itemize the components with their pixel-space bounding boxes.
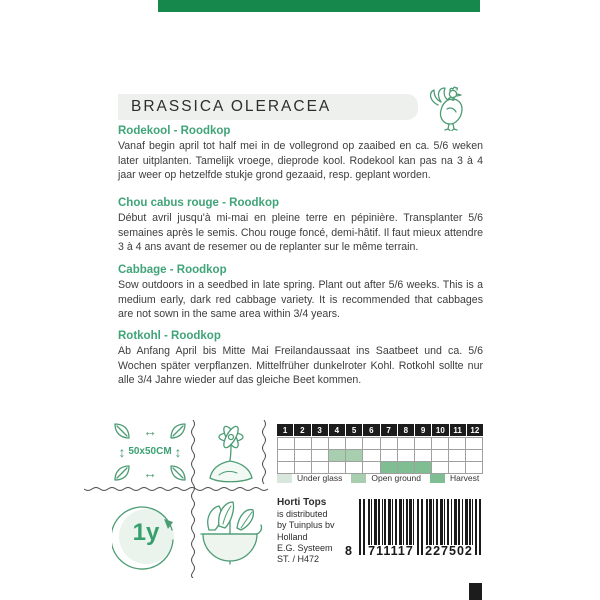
leaf-icon	[167, 462, 189, 484]
calendar-cell	[312, 438, 328, 449]
sowing-calendar-header	[277, 424, 483, 436]
calendar-cell	[363, 438, 379, 449]
calendar-cell	[415, 462, 431, 473]
calendar-cell	[466, 462, 482, 473]
calendar-cell	[466, 438, 482, 449]
calendar-cell	[295, 438, 311, 449]
calendar-cell	[432, 462, 448, 473]
calendar-cell	[295, 462, 311, 473]
calendar-cell	[278, 462, 294, 473]
section-body-german: Ab Anfang April bis Mitte Mai Freilandaussaat ins Saatbeet und ca. 5/6 Wochen später verpflanzen. Mittelfrüher dunkelroter Kohl. Rotkohl sollte nur alle 3/4 Jahre wieder auf das gleiche Beet kommen.	[118, 345, 483, 387]
section-title-german: Rotkohl - Roodkop	[118, 330, 221, 342]
calendar-cell	[363, 450, 379, 461]
under-glass-label: Under glass	[297, 473, 343, 483]
shelf-life-icon	[112, 502, 180, 570]
calendar-cell	[278, 438, 294, 449]
calendar-cell	[432, 438, 448, 449]
calendar-cell	[415, 450, 431, 461]
calendar-cell	[312, 462, 328, 473]
section-english	[118, 264, 483, 322]
section-german	[118, 330, 483, 388]
calendar-month-header: 2	[294, 424, 310, 436]
calendar-month-header: 5	[346, 424, 362, 436]
barcode-group2: 227502	[425, 544, 473, 558]
calendar-cell	[346, 438, 362, 449]
leaf-icon	[167, 420, 189, 442]
distributor-line: by Tuinplus bv	[277, 520, 335, 531]
calendar-month-header: 3	[312, 424, 328, 436]
open-ground-label: Open ground	[371, 473, 421, 483]
section-title-english: Cabbage - Roodkop	[118, 264, 227, 276]
calendar-cell	[363, 462, 379, 473]
calendar-month-header: 6	[363, 424, 379, 436]
barcode-first-digit: 8	[345, 544, 353, 558]
calendar-month-header: 4	[329, 424, 345, 436]
calendar-cell	[346, 450, 362, 461]
section-title-dutch: Rodekool - Roodkop	[118, 125, 231, 137]
calendar-cell	[295, 450, 311, 461]
calendar-cell	[278, 450, 294, 461]
calendar-month-header: 8	[398, 424, 414, 436]
calendar-month-header: 1	[277, 424, 293, 436]
calendar-cell	[381, 438, 397, 449]
calendar-cell	[346, 462, 362, 473]
open-ground-swatch	[351, 474, 366, 483]
plant-spacing-icon	[111, 420, 189, 484]
wavy-divider-vertical	[260, 420, 268, 486]
calendar-month-header: 9	[415, 424, 431, 436]
brand-name: Horti Tops	[277, 497, 327, 508]
species-name: BRASSICA OLERACEA	[131, 98, 332, 115]
leaf-icon	[111, 420, 133, 442]
wavy-divider-vertical	[189, 420, 197, 578]
barcode-digits	[345, 544, 482, 560]
calendar-cell	[449, 450, 465, 461]
section-french	[118, 197, 483, 255]
calendar-cell	[329, 450, 345, 461]
calendar-cell	[432, 450, 448, 461]
sowing-flower-icon	[203, 420, 259, 491]
calendar-cell	[398, 438, 414, 449]
sowing-calendar-grid	[277, 437, 483, 474]
distributor-line: E.G. Systeem	[277, 542, 333, 553]
calendar-month-header: 11	[450, 424, 466, 436]
spacing-label: 50x50 CM	[128, 446, 172, 457]
calendar-cell	[449, 438, 465, 449]
section-dutch	[118, 125, 483, 183]
section-body-dutch: Vanaf begin april tot half mei in de vollegrond op zaaibed en ca. 5/6 weken later uitplanten. Tamelijk vroege, dieprode kool. Rodekool kan pas na 3 à 4 jaar weer op hetzelfde stukje grond gezaaid, resp. geplant worden.	[118, 140, 483, 182]
calendar-month-header: 7	[381, 424, 397, 436]
wavy-divider-horizontal	[84, 485, 270, 493]
under-glass-swatch	[277, 474, 292, 483]
calendar-cell	[329, 438, 345, 449]
ean-barcode	[345, 499, 482, 561]
calendar-month-header: 10	[432, 424, 448, 436]
shelf-life-label: 1y	[132, 519, 160, 546]
calendar-cell	[381, 450, 397, 461]
calendar-cell	[312, 450, 328, 461]
species-band	[118, 94, 418, 120]
calendar-legend	[277, 473, 488, 483]
harvest-swatch	[430, 474, 445, 483]
calendar-cell	[466, 450, 482, 461]
leaf-icon	[111, 462, 133, 484]
print-registration-mark	[469, 583, 482, 600]
distributor-line: ST. / H472	[277, 554, 320, 565]
vertical-arrow-icon: ↕	[118, 444, 126, 460]
calendar-cell	[415, 438, 431, 449]
distributor-line: Holland	[277, 531, 308, 542]
barcode-group1: 711117	[368, 544, 414, 558]
section-body-french: Début avril jusqu'à mi-mai en pleine terre en pépinière. Transplanter 5/6 semaines après le semis. Chou rouge foncé, demi-hâtif. Il faut mieux attendre 3 à 4 ans avant de resemer ou de replanter sur le même terrain.	[118, 212, 483, 254]
horizontal-arrow-icon: ↔	[143, 465, 157, 481]
calendar-month-header: 12	[467, 424, 483, 436]
section-body-english: Sow outdoors in a seedbed in late spring. Plant out after 5/6 weeks. This is a medium early, dark red cabbage variety. It is recommended that cabbages are not sown in the same area within 3/4 years.	[118, 279, 483, 321]
horizontal-arrow-icon: ↔	[143, 423, 157, 439]
calendar-cell	[398, 450, 414, 461]
calendar-cell	[329, 462, 345, 473]
vertical-arrow-icon: ↕	[174, 444, 182, 460]
calendar-cell	[381, 462, 397, 473]
distributor-info	[277, 497, 335, 565]
harvest-label: Harvest	[449, 473, 480, 483]
section-title-french: Chou cabus rouge - Roodkop	[118, 197, 279, 209]
top-color-bar	[158, 0, 480, 12]
vegetable-bowl-icon	[199, 498, 263, 577]
calendar-cell	[449, 462, 465, 473]
distributor-line: is distributed	[277, 509, 328, 520]
calendar-cell	[398, 462, 414, 473]
